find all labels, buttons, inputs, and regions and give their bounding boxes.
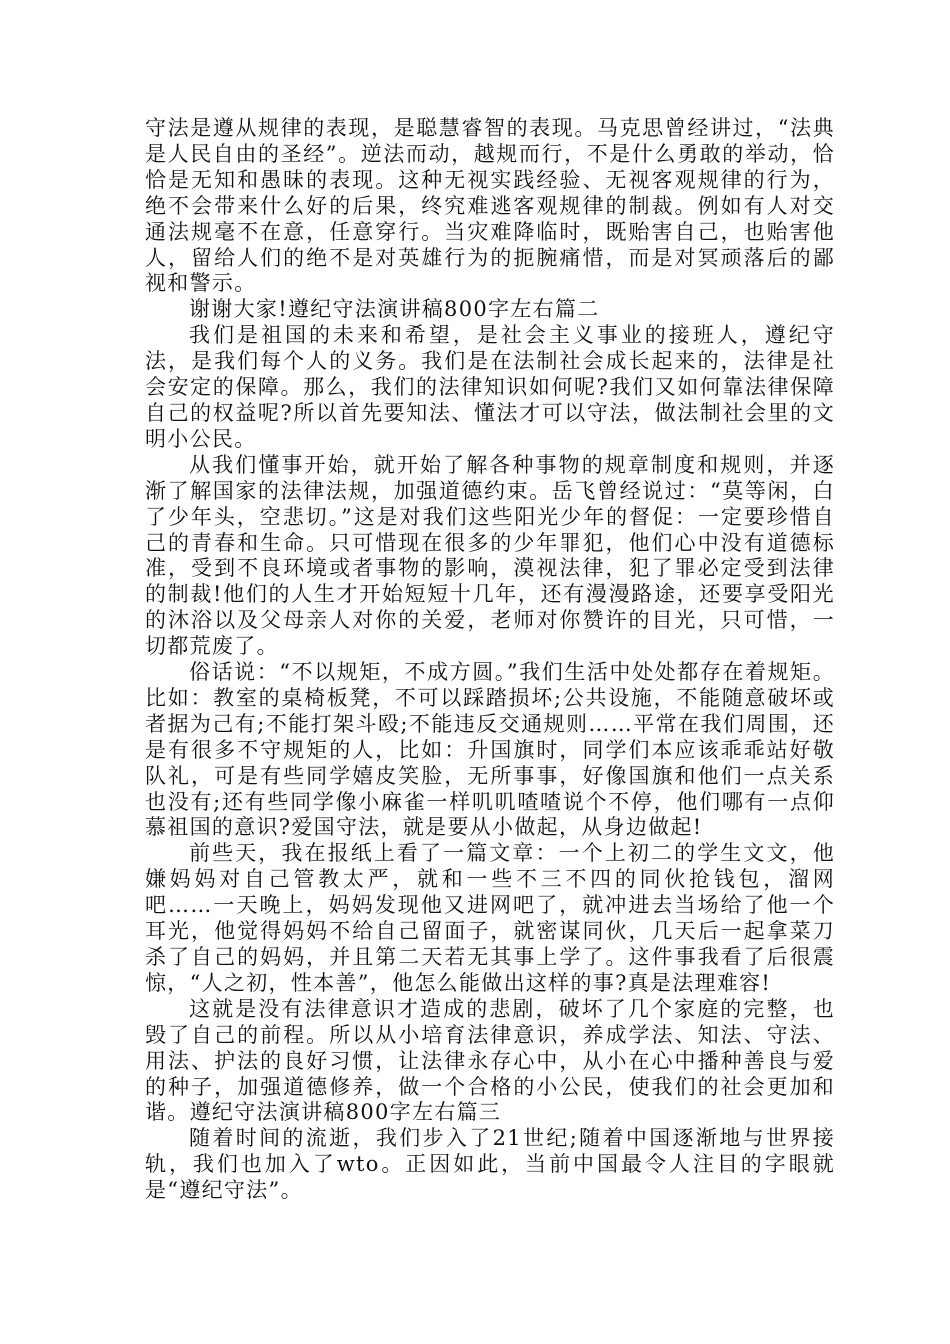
paragraph-4: 俗话说：“不以规矩，不成方圆。”我们生活中处处都存在着规矩。比如：教室的桌椅板凳，不可以踩踏损坏;公共设施，不能随意破坏或者据为己有;不能打架斗殴;不能违反交通规则……平常在我们周围，还是有很多不守规矩的人，比如：升国旗时，同学们本应该乖乖站好敬队礼，可是有些同学嬉皮笑脸，无所事事，好像国旗和他们一点关系也没有;还有些同学像小麻雀一样叽叽喳喳说个不停，他们哪有一点仰慕祖国的意识?爱国守法，就是要从小做起，从身边做起! [145, 660, 835, 840]
paragraph-5: 前些天，我在报纸上看了一篇文章：一个上初二的学生文文，他嫌妈妈对自己管教太严，就和一些不三不四的同伙抢钱包，溜网吧……一天晚上，妈妈发现他又进网吧了，就冲进去当场给了他一个耳光，他觉得妈妈不给自己留面子，就密谋同伙，几天后一起拿菜刀杀了自己的妈妈，并且第二天若无其事上学了。这件事我看了后很震惊，“人之初，性本善”，他怎么能做出这样的事?真是法理难容! [145, 841, 835, 995]
paragraph-3: 从我们懂事开始，就开始了解各种事物的规章制度和规则，并逐渐了解国家的法律法规，加强道德约束。岳飞曾经说过：“莫等闲，白了少年头，空悲切。”这是对我们这些阳光少年的督促：一定要珍惜自己的青春和生命。只可惜现在很多的少年罪犯，他们心中没有道德标准，受到不良环境或者事物的影响，漠视法律，犯了罪必定受到法律的制裁!他们的人生才开始短短十几年，还有漫漫路途，还要享受阳光的沐浴以及父母亲人对你的关爱，老师对你赞许的目光，只可惜，一切都荒废了。 [145, 452, 835, 659]
document-body [145, 116, 835, 1204]
paragraph-1: 守法是遵从规律的表现，是聪慧睿智的表现。马克思曾经讲过，“法典是人民自由的圣经”。逆法而动，越规而行，不是什么勇敢的举动，恰恰是无知和愚昧的表现。这种无视实践经验、无视客观规律的行为，绝不会带来什么好的后果，终究难逃客观规律的制裁。例如有人对交通法规毫不在意，任意穿行。当灾难降临时，既贻害自己，也贻害他人，留给人们的绝不是对英雄行为的扼腕痛惜，而是对冥顽落后的鄙视和警示。 [145, 116, 835, 296]
paragraph-7: 随着时间的流逝，我们步入了21世纪;随着中国逐渐地与世界接轨，我们也加入了wto。正因如此，当前中国最令人注目的字眼就是“遵纪守法”。 [145, 1126, 835, 1203]
paragraph-2: 我们是祖国的未来和希望，是社会主义事业的接班人，遵纪守法，是我们每个人的义务。我们是在法制社会成长起来的，法律是社会安定的保障。那么，我们的法律知识如何呢?我们又如何靠法律保障自己的权益呢?所以首先要知法、懂法才可以守法，做法制社会里的文明小公民。 [145, 323, 835, 451]
section-heading-2: 谢谢大家!遵纪守法演讲稿800字左右篇二 [189, 297, 600, 322]
paragraph-6: 这就是没有法律意识才造成的悲剧，破坏了几个家庭的完整，也毁了自己的前程。所以从小培育法律意识，养成学法、知法、守法、用法、护法的良好习惯，让法律永存心中，从小在心中播种善良与爱的种子，加强道德修养，做一个合格的小公民，使我们的社会更加和谐。遵纪守法演讲稿800字左右篇三 [145, 996, 835, 1125]
